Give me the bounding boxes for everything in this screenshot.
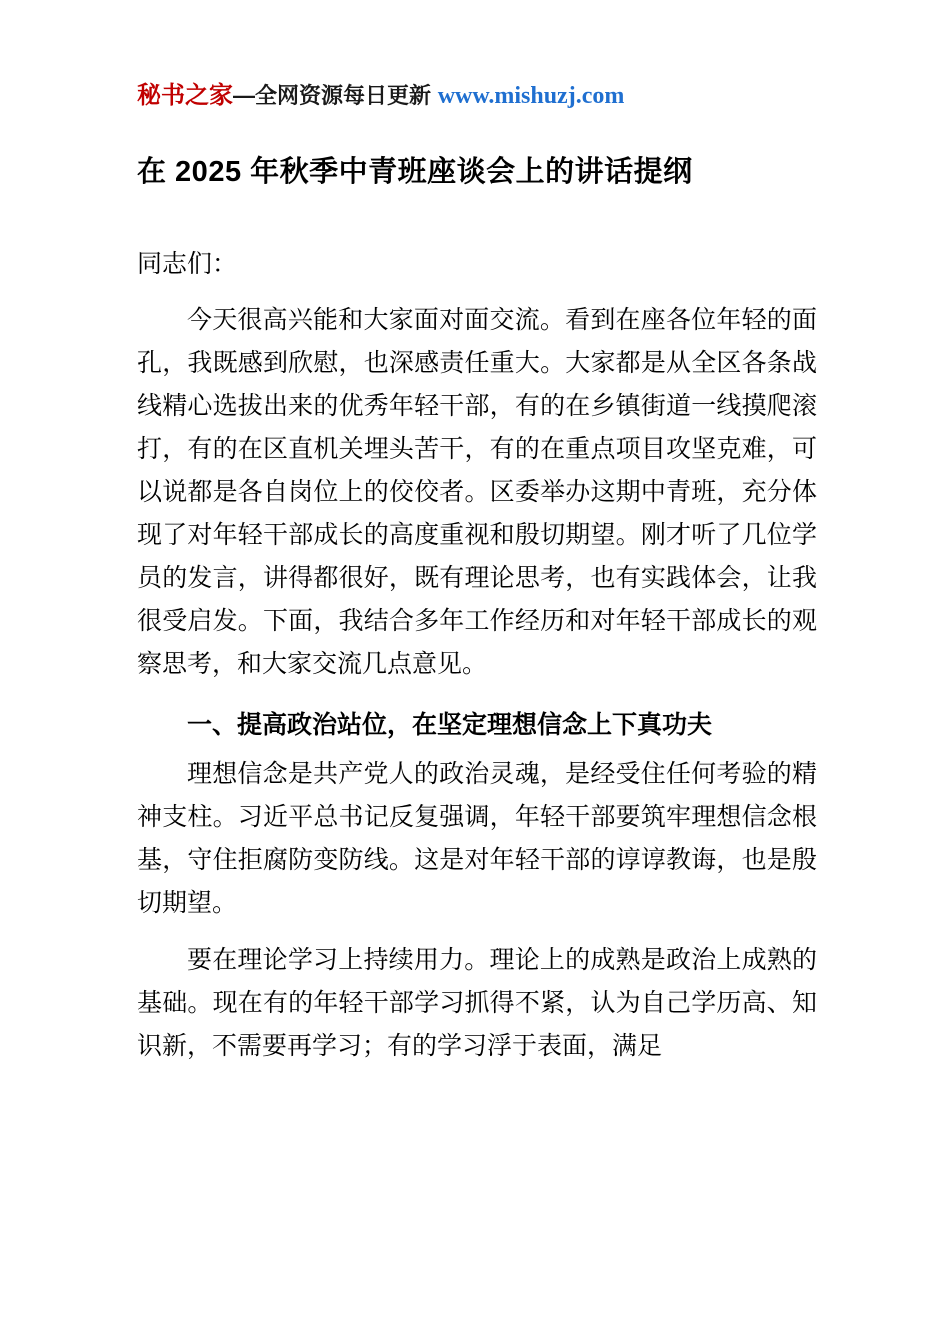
watermark-tagline: —全网资源每日更新 (233, 83, 432, 108)
salutation: 同志们： (137, 250, 238, 278)
page-title: 在 2025 年秋季中青班座谈会上的讲话提纲 (137, 155, 693, 188)
paragraph-section-1: 理想信念是共产党人的政治灵魂，是经受住任何考验的精神支柱。习近平总书记反复强调，年轻干部要筑牢理想信念根基，守住拒腐防变防线。这是对年轻干部的谆谆教诲，也是殷切期望。 (137, 760, 817, 917)
document-body (137, 0, 817, 1068)
watermark-url[interactable]: www.mishuzj.com (437, 83, 625, 109)
watermark-brand: 秘书之家 (137, 82, 233, 109)
paragraph-section-2: 要在理论学习上持续用力。理论上的成熟是政治上成熟的基础。现在有的年轻干部学习抓得不紧，认为自己学历高、知识新，不需要再学习；有的学习浮于表面，满足 (137, 946, 817, 1060)
section-heading-1: 一、提高政治站位，在坚定理想信念上下真功夫 (187, 711, 713, 739)
paragraph-intro: 今天很高兴能和大家面对面交流。看到在座各位年轻的面孔，我既感到欣慰，也深感责任重大。大家都是从全区各条战线精心选拔出来的优秀年轻干部，有的在乡镇街道一线摸爬滚打，有的在区直机关埋头苦干，有的在重点项目攻坚克难，可以说都是各自岗位上的佼佼者。区委举办这期中青班，充分体现了对年轻干部成长的高度重视和殷切期望。刚才听了几位学员的发言，讲得都很好，既有理论思考，也有实践体会，让我很受启发。下面，我结合多年工作经历和对年轻干部成长的观察思考，和大家交流几点意见。 (137, 306, 817, 678)
site-watermark (137, 82, 817, 111)
